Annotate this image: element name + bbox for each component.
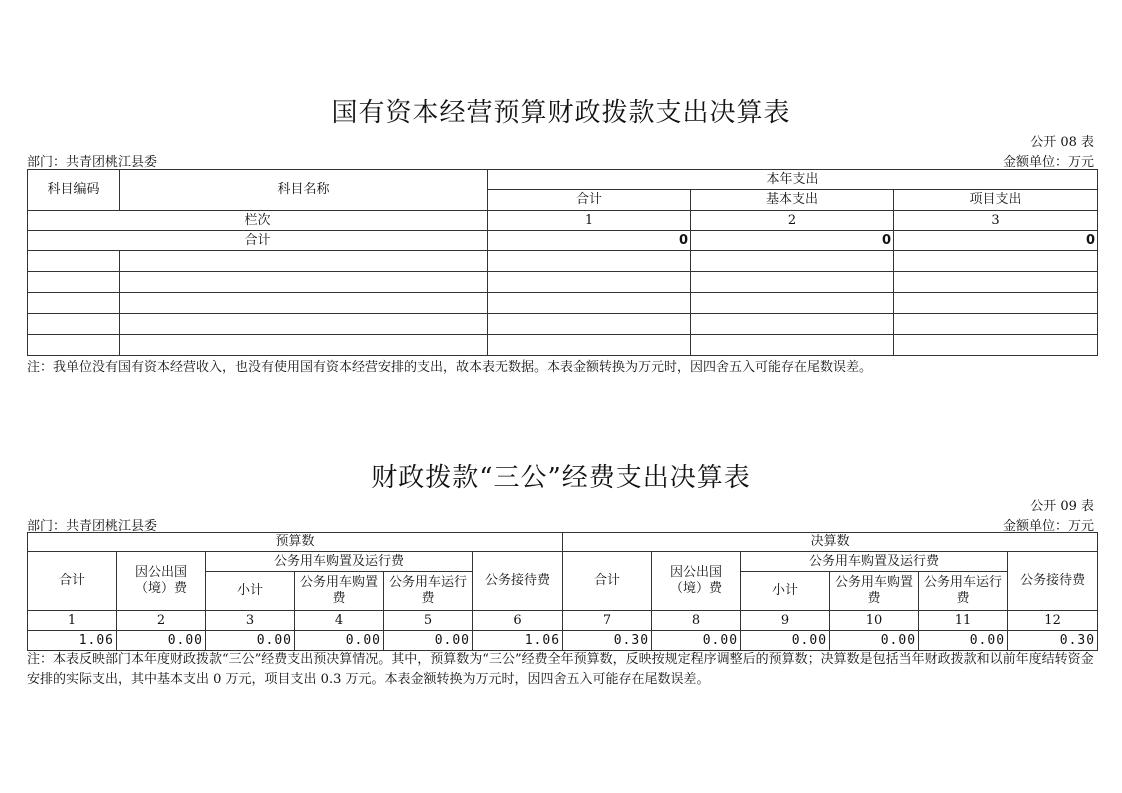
budget-vehicle-operation-header: 公务用车运行费 xyxy=(384,572,473,611)
col-index-2: 2 xyxy=(691,211,894,231)
table-row xyxy=(28,272,1098,293)
col-number: 10 xyxy=(830,611,919,631)
header-total: 合计 xyxy=(488,190,691,211)
header-final: 决算数 xyxy=(563,533,1098,552)
col-number: 1 xyxy=(28,611,117,631)
table9-dept: 部门：共青团桃江县委 xyxy=(27,519,158,534)
col-number: 5 xyxy=(384,611,473,631)
value-cell: 0.00 xyxy=(295,631,384,651)
budget-reception-header: 公务接待费 xyxy=(473,552,563,611)
value-cell: 0.00 xyxy=(830,631,919,651)
table9-grid xyxy=(27,532,1098,651)
final-abroad-header: 因公出国（境）费 xyxy=(652,552,741,611)
table8-dept: 部门：共青团桃江县委 xyxy=(27,155,158,170)
value-cell: 0.00 xyxy=(652,631,741,651)
budget-vehicle-purchase-header: 公务用车购置费 xyxy=(295,572,384,611)
value-cell: 0.00 xyxy=(117,631,206,651)
col-index-1: 1 xyxy=(488,211,691,231)
final-vehicle-purchase-header: 公务用车购置费 xyxy=(830,572,919,611)
col-number: 8 xyxy=(652,611,741,631)
final-reception-header: 公务接待费 xyxy=(1008,552,1098,611)
final-vehicle-group-header: 公务用车购置及运行费 xyxy=(741,552,1008,572)
table9-code: 公开 09 表 xyxy=(1030,499,1094,514)
value-row xyxy=(28,631,1098,651)
col-number: 11 xyxy=(919,611,1008,631)
col-number: 2 xyxy=(117,611,206,631)
table-row xyxy=(28,251,1098,272)
col-index-label: 栏次 xyxy=(28,211,488,231)
value-cell: 1.06 xyxy=(28,631,117,651)
col-number: 4 xyxy=(295,611,384,631)
value-cell: 0.00 xyxy=(206,631,295,651)
header-budget: 预算数 xyxy=(28,533,563,552)
budget-abroad-header: 因公出国（境）费 xyxy=(117,552,206,611)
col-number: 6 xyxy=(473,611,563,631)
header-basic: 基本支出 xyxy=(691,190,894,211)
value-cell: 1.06 xyxy=(473,631,563,651)
table8-note: 注：我单位没有国有资本经营收入，也没有使用国有资本经营安排的支出，故本表无数据。本表金额转换为万元时，因四舍五入可能存在尾数误差。 xyxy=(27,360,873,375)
table9-unit: 金额单位：万元 xyxy=(1002,519,1094,534)
value-cell: 0.00 xyxy=(919,631,1008,651)
total-row-project: 0 xyxy=(894,231,1098,251)
final-subtotal-header: 小计 xyxy=(741,572,830,611)
table-row xyxy=(28,314,1098,335)
col-index-3: 3 xyxy=(894,211,1098,231)
final-vehicle-operation-header: 公务用车运行费 xyxy=(919,572,1008,611)
table8-title: 国有资本经营预算财政拨款支出决算表 xyxy=(331,98,791,128)
column-number-row xyxy=(28,611,1098,631)
total-row-label: 合计 xyxy=(28,231,488,251)
header-project: 项目支出 xyxy=(894,190,1098,211)
total-row-total: 0 xyxy=(488,231,691,251)
header-code: 科目编码 xyxy=(28,170,120,211)
table-row xyxy=(28,293,1098,314)
header-name: 科目名称 xyxy=(120,170,488,211)
final-total-header: 合计 xyxy=(563,552,652,611)
col-number: 9 xyxy=(741,611,830,631)
table8-unit: 金额单位：万元 xyxy=(1002,155,1094,170)
total-row-basic: 0 xyxy=(691,231,894,251)
table8-code: 公开 08 表 xyxy=(1030,135,1094,150)
col-number: 7 xyxy=(563,611,652,631)
value-cell: 0.00 xyxy=(384,631,473,651)
value-cell: 0.30 xyxy=(1008,631,1098,651)
budget-vehicle-group-header: 公务用车购置及运行费 xyxy=(206,552,473,572)
budget-subtotal-header: 小计 xyxy=(206,572,295,611)
value-cell: 0.30 xyxy=(563,631,652,651)
table9-note: 注：本表反映部门本年度财政拨款“三公”经费支出预决算情况。其中，预算数为“三公”经费全年预算数，反映按规定程序调整后的预算数；决算数是包括当年财政拨款和以前年度结转资金安排的实际支出，其中基本支出 0 万元，项目支出 0.3 万元。本表金额转换为万元时，因四舍五入可能存在尾数误差。 xyxy=(27,652,1094,687)
table9-title: 财政拨款“三公”经费支出决算表 xyxy=(371,463,751,493)
header-current-year: 本年支出 xyxy=(488,170,1098,190)
table8-grid xyxy=(27,169,1098,356)
table-row xyxy=(28,335,1098,356)
col-number: 3 xyxy=(206,611,295,631)
budget-total-header: 合计 xyxy=(28,552,117,611)
col-number: 12 xyxy=(1008,611,1098,631)
value-cell: 0.00 xyxy=(741,631,830,651)
